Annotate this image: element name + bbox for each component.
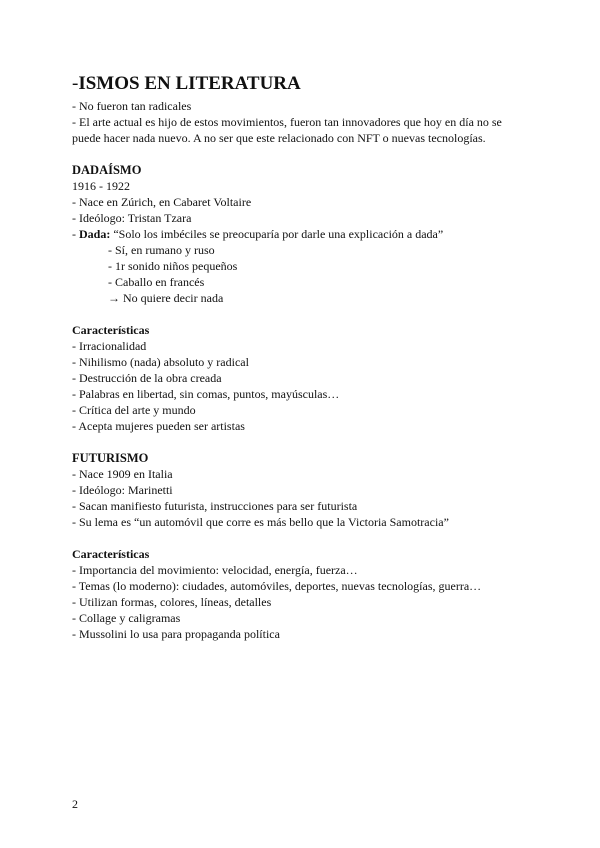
dada-sub-item: - 1r sonido niños pequeños (108, 259, 238, 273)
dada-label: Dada: (79, 227, 111, 241)
dada-sub-item: - Sí, en rumano y ruso (108, 243, 215, 257)
dada-sub-item: → No quiere decir nada (108, 291, 224, 305)
dadaismo-dates: 1916 - 1922 (72, 179, 130, 193)
futurismo-item: - Nace 1909 en Italia (72, 467, 173, 481)
intro-line: - El arte actual es hijo de estos movimientos, fueron tan innovadores que hoy en día no se puede hacer nada nuevo. A no ser que este relacionado con NFT o nuevas tecnologías. (72, 115, 502, 145)
futurismo-characteristic: - Importancia del movimiento: velocidad, energía, fuerza… (72, 563, 358, 577)
dada-prefix: - (72, 227, 79, 241)
section-heading-dadaismo: DADAÍSMO (72, 163, 142, 177)
futurismo-characteristics-heading: Características (72, 547, 150, 561)
dadaismo-characteristic: - Palabras en libertad, sin comas, puntos, mayúsculas… (72, 387, 340, 401)
futurismo-characteristic: - Mussolini lo usa para propaganda política (72, 627, 280, 641)
dadaismo-characteristic: - Crítica del arte y mundo (72, 403, 196, 417)
futurismo-item: - Sacan manifiesto futurista, instrucciones para ser futurista (72, 499, 358, 513)
futurismo-item: - Ideólogo: Marinetti (72, 483, 173, 497)
dadaismo-characteristic: - Acepta mujeres pueden ser artistas (72, 419, 245, 433)
futurismo-characteristic: - Collage y caligramas (72, 611, 181, 625)
section-heading-futurismo: FUTURISMO (72, 451, 149, 465)
intro-line: - No fueron tan radicales (72, 99, 192, 113)
document-page (72, 72, 532, 642)
dadaismo-characteristic: - Destrucción de la obra creada (72, 371, 222, 385)
title-text: ISMOS EN LITERATURA (78, 73, 301, 94)
dada-quote: “Solo los imbéciles se preocuparía por darle una explicación a dada” (110, 227, 444, 241)
dada-sub-item: - Caballo en francés (108, 275, 205, 289)
title-dash: - (72, 73, 79, 94)
document-title (72, 72, 532, 96)
futurismo-characteristic: - Utilizan formas, colores, líneas, detalles (72, 595, 272, 609)
dadaismo-item: - Ideólogo: Tristan Tzara (72, 211, 192, 225)
dadaismo-characteristic: - Nihilismo (nada) absoluto y radical (72, 355, 249, 369)
futurismo-characteristic: - Temas (lo moderno): ciudades, automóviles, deportes, nuevas tecnologías, guerra… (72, 579, 482, 593)
dadaismo-item: - Nace en Zúrich, en Cabaret Voltaire (72, 195, 252, 209)
dadaismo-characteristics-heading: Características (72, 323, 150, 337)
page-number: 2 (72, 797, 78, 811)
dada-definition (72, 226, 532, 242)
futurismo-item: - Su lema es “un automóvil que corre es más bello que la Victoria Samotracia” (72, 515, 449, 529)
dadaismo-characteristic: - Irracionalidad (72, 339, 147, 353)
